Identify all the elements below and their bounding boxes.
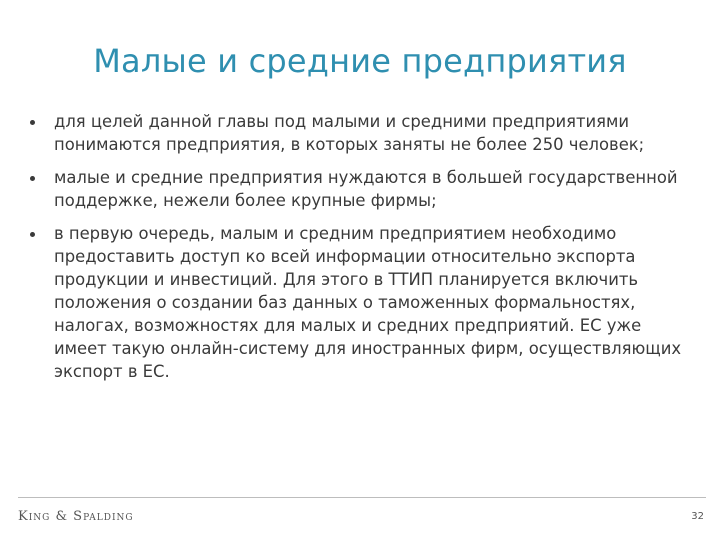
bullet-dot-icon [30,176,35,181]
bullet-text: в первую очередь, малым и средним предприятием необходимо предоставить доступ ко всей информации относительно экспорта продукции и инвестиций. Для этого в ТТИП планируется включить положения о создании баз данных о таможенных формальностях, налогах, возможностях для малых и средних предприятий. ЕС уже имеет такую онлайн-систему для иностранных фирм, осуществляющих экспорт в ЕС. [54,224,682,381]
bullet-item [30,166,690,212]
bullet-item [30,110,690,156]
bullet-text: малые и средние предприятия нуждаются в большей государственной поддержке, нежели более крупные фирмы; [54,168,678,210]
bullet-dot-icon [30,232,35,237]
footer-divider [18,497,706,498]
bullet-item [30,222,690,383]
bullet-list [30,110,690,393]
bullet-dot-icon [30,120,35,125]
bullet-text: для целей данной главы под малыми и средними предприятиями понимаются предприятия, в которых заняты не более 250 человек; [54,112,645,154]
company-logo: King & Spalding [18,509,134,524]
slide-title: Малые и средние предприятия [93,42,627,80]
page-number: 32 [691,511,704,522]
